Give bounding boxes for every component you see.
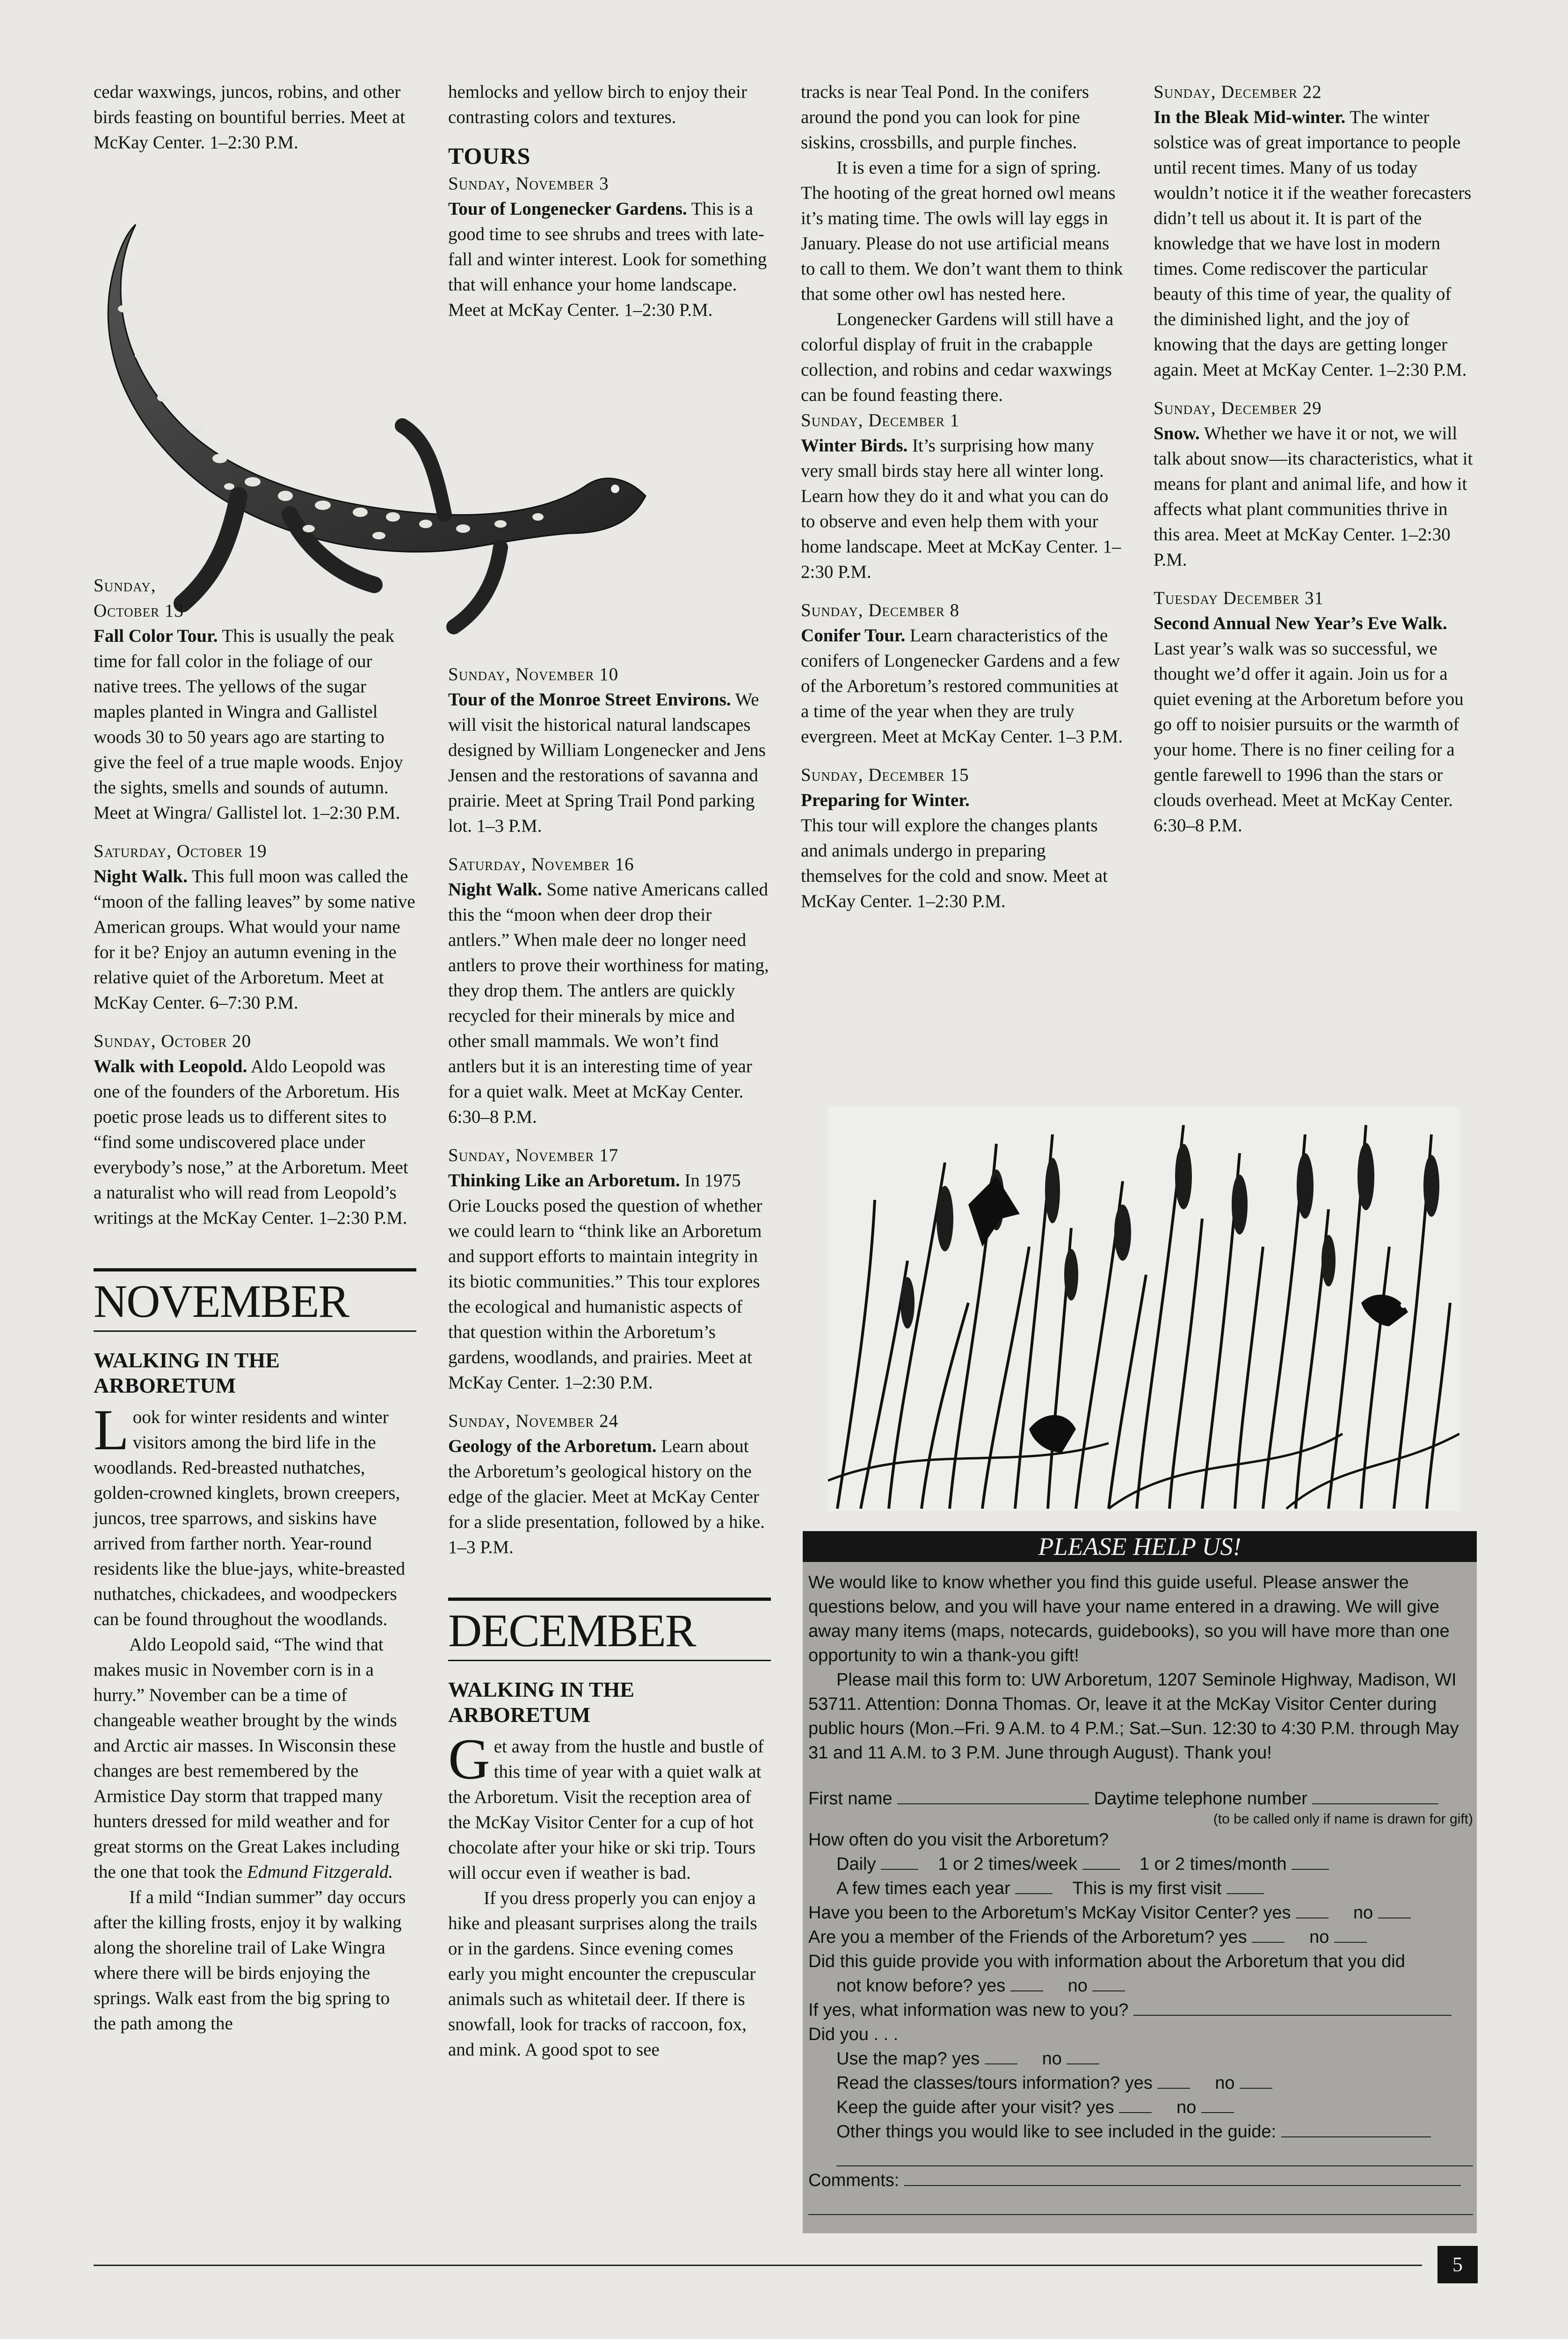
event-title: Second Annual New Year’s Eve Walk. (1154, 613, 1447, 633)
event-text: It’s surprising how many very small birds stay here all winter long. Learn how they do it and what you can do to observe and even help them with your home landscape. Meet at McKay Center. 1–2:30 P.M. (801, 436, 1121, 582)
event-dec-31 (1154, 586, 1476, 838)
keep-no-field[interactable] (1201, 2096, 1234, 2113)
paragraph: It is even a time for a sign of spring. The hooting of the great horned owl means it’s mating time. The owls will lay eggs in January. Please do not use artificial means to call to them. We don’t want them to think that some other owl has nested here. (801, 158, 1123, 304)
classes-no-field[interactable] (1240, 2072, 1272, 2089)
event-day: Sunday, (94, 575, 156, 596)
column-4 (1154, 80, 1476, 851)
event-nov-16 (448, 852, 771, 1130)
december-heading: DECEMBER (448, 1598, 771, 1661)
drop-cap: L (94, 1398, 129, 1462)
form-heading: PLEASE HELP US! (803, 1531, 1477, 1562)
option-year: A few times each year (836, 1879, 1010, 1898)
col1-lead-in: cedar waxwings, juncos, robins, and other birds feasting on bountiful berries. Meet at McKay Center. 1–2:30 P.M. (94, 82, 406, 153)
event-date: Sunday, December 29 (1154, 398, 1322, 418)
week-field[interactable] (1082, 1853, 1120, 1870)
event-text: Some native Americans called this the “moon when deer drop their antlers.” When male deer no longer need antlers to prove their worthiness for mating, they drop them. The antlers are quickly recycled for their minerals by mice and other small mammals. We won’t find antlers but it is an interesting time of year for a quiet walk. Meet at McKay Center. 6:30–8 P.M. (448, 879, 769, 1127)
event-text: The winter solstice was of great importance to people until recent times. Many of us today wouldn’t notice it if the weather forecasters didn’t tell us about it. It is part of the knowledge that we have lost in modern times. Come rediscover the particular beauty of this time of year, the quality of the diminished light, and the joy of knowing that the days are getting longer again. Meet at McKay Center. 1–2:30 P.M. (1154, 107, 1472, 380)
first-visit-field[interactable] (1227, 1877, 1264, 1894)
phone-field[interactable] (1312, 1787, 1438, 1804)
page-number: 5 (1437, 2246, 1478, 2283)
mckay-yes-field[interactable] (1296, 1902, 1328, 1918)
november-heading: NOVEMBER (94, 1268, 416, 1332)
paragraph: et away from the hustle and bustle of this time of year with a quiet walk at the Arboretum. Visit the reception area of the McKay Visitor Center for a cup of hot chocolate after your hike or ski trip. Tours will occur even if weather is bad. (448, 1736, 764, 1883)
option-first-visit: This is my first visit (1072, 1879, 1222, 1898)
event-text: Aldo Leopold was one of the founders of the Arboretum. His poetic prose leads us to different sites to “find some undiscovered place under everybody’s nose,” at the Arboretum. Meet a naturalist who will read from Leopold’s writings at the McKay Center. 1–2:30 P.M. (94, 1056, 408, 1228)
phone-label: Daytime telephone number (1094, 1789, 1307, 1809)
event-date: Sunday, November 3 (448, 174, 609, 194)
friends-no-field[interactable] (1334, 1926, 1367, 1943)
question-keep: Keep the guide after your visit? yes (836, 2098, 1114, 2117)
no-label: no (1309, 1927, 1329, 1947)
month-field[interactable] (1292, 1853, 1329, 1870)
daily-field[interactable] (881, 1853, 918, 1870)
paragraph: Longenecker Gardens will still have a colorful display of fruit in the crabapple collection, and robins and cedar waxwings can be found feasting there. (801, 309, 1114, 405)
event-dec-22 (1154, 80, 1476, 383)
event-text: Whether we have it or not, we will talk about snow—its characteristics, what it means for plant and animal life, and how it affects what plant communities thrive in this area. Meet at McKay Center. 1–2:30 P.M. (1154, 423, 1473, 570)
event-title: Winter Birds. (801, 436, 908, 456)
comments-label: Comments: (808, 2171, 900, 2190)
event-title: Walk with Leopold. (94, 1056, 247, 1076)
column-1-body (94, 573, 416, 2036)
other-field-line[interactable] (836, 2144, 1473, 2166)
question-info: Did this guide provide you with information about the Arboretum that you did (808, 1952, 1405, 1971)
no-label: no (1067, 1976, 1088, 1996)
question-other: Other things you would like to see included in the guide: (836, 2122, 1277, 2142)
column-2-body (448, 662, 771, 2063)
event-nov-17 (448, 1143, 771, 1395)
event-title: Conifer Tour. (801, 625, 906, 646)
event-title: Tour of the Monroe Street Environs. (448, 690, 731, 710)
question-visit-frequency: How often do you visit the Arboretum? (808, 1830, 1109, 1850)
event-date: October 13 (94, 601, 184, 621)
event-date: Sunday, October 20 (94, 1031, 252, 1051)
mckay-no-field[interactable] (1378, 1902, 1411, 1918)
question-did-you: Did you . . . (808, 2025, 899, 2044)
event-text: We will visit the historical natural landscapes designed by William Longenecker and Jens Jensen and the restorations of savanna and prairie. Meet at Spring Trail Pond parking lot. 1–3 P.M. (448, 690, 766, 836)
question-classes: Read the classes/tours information? yes (836, 2073, 1153, 2093)
ship-name: Edmund Fitzgerald. (247, 1862, 393, 1882)
event-date: Sunday, November 10 (448, 664, 619, 684)
form-intro: We would like to know whether you find this guide useful. Please answer the questions below, and you will have your name entered in a drawing. We will give away many items (maps, notecards, guidebooks), so you will have more than one opportunity to win a thank-you gift! (808, 1573, 1450, 1665)
event-title: Thinking Like an Arboretum. (448, 1170, 680, 1191)
tours-heading: TOURS (448, 143, 531, 169)
column-2 (448, 80, 771, 336)
event-text: Learn characteristics of the conifers of Longenecker Gardens and a few of the Arboretum’s restored communities at a time of the year when they are truly evergreen. Meet at McKay Center. 1–3 P.M. (801, 625, 1123, 747)
first-name-field[interactable] (897, 1787, 1089, 1804)
event-title: Fall Color Tour. (94, 626, 218, 646)
event-title: Snow. (1154, 423, 1200, 443)
no-label: no (1176, 2098, 1197, 2117)
paragraph: If a mild “Indian summer” day occurs after the killing frosts, enjoy it by walking along the shoreline trail of Lake Wingra where there will be birds enjoying the springs. Walk east from the big spring to the path among the (94, 1887, 406, 2034)
feedback-form (803, 1531, 1477, 2233)
event-title: Night Walk. (94, 866, 188, 886)
option-month: 1 or 2 times/month (1139, 1854, 1287, 1874)
event-date: Sunday, December 8 (801, 600, 960, 620)
drop-cap: G (448, 1727, 490, 1791)
form-mail-info: Please mail this form to: UW Arboretum, 1207 Seminole Highway, Madison, WI 53711. Attention: Donna Thomas. Or, leave it at the McKay Visitor Center during public hours (Mon.–Fri. 9 A.M. to 4 P.M.; Sat.–Sun. 12:30 to 4:30 P.M. through May 31 and 11 A.M. to 3 P.M. June through August). Thank you! (808, 1670, 1459, 1763)
event-date: Sunday, December 1 (801, 410, 960, 430)
cattail-blackbird-illustration (828, 1106, 1459, 1511)
event-date: Saturday, October 19 (94, 841, 267, 861)
event-nov-24 (448, 1409, 771, 1560)
info-no-field[interactable] (1092, 1975, 1125, 1991)
event-title: In the Bleak Mid-winter. (1154, 107, 1346, 127)
no-label: no (1353, 1903, 1373, 1923)
event-date: Sunday, November 24 (448, 1411, 619, 1431)
event-title: Tour of Longenecker Gardens. (448, 199, 687, 219)
event-title: Night Walk. (448, 879, 542, 900)
map-yes-field[interactable] (985, 2048, 1017, 2064)
col3-lead-in: tracks is near Teal Pond. In the conifers around the pond you can look for pine siskins, crossbills, and purple finches. (801, 82, 1089, 153)
event-text: This tour will explore the changes plants and animals undergo in preparing themselves for the cold and snow. Meet at McKay Center. 1–2:30 P.M. (801, 815, 1108, 911)
keep-yes-field[interactable] (1119, 2096, 1152, 2113)
column-3 (801, 80, 1124, 927)
option-daily: Daily (836, 1854, 876, 1874)
question-friends: Are you a member of the Friends of the Arboretum? yes (808, 1927, 1247, 1947)
no-label: no (1215, 2073, 1235, 2093)
walking-heading: WALKING IN THE ARBORETUM (448, 1678, 634, 1727)
year-field[interactable] (1015, 1877, 1053, 1894)
event-dec-1 (801, 408, 1124, 585)
phone-note: (to be called only if name is drawn for gift) (1213, 1811, 1473, 1827)
paragraph: If you dress properly you can enjoy a hike and pleasant surprises along the trails or in the gardens. Since evening comes early you might encounter the crepuscular animals such as whitetail deer. If there is snowfall, look for tracks of raccoon, fox, and mink. A good spot to see (448, 1888, 757, 2060)
event-text: This is a good time to see shrubs and trees with late-fall and winter interest. Look for something that will enhance your home landscape. Meet at McKay Center. 1–2:30 P.M. (448, 199, 767, 320)
info-yes-field[interactable] (1010, 1975, 1043, 1991)
friends-yes-field[interactable] (1252, 1926, 1285, 1943)
event-oct-13 (94, 573, 416, 826)
event-date: Sunday, December 15 (801, 765, 969, 785)
question-what-new: If yes, what information was new to you? (808, 2000, 1129, 2020)
event-text: This full moon was called the “moon of the falling leaves” by some native American groups. What would your name for it be? Enjoy an autumn evening in the relative quiet of the Arboretum. Meet at McKay Center. 6–7:30 P.M. (94, 866, 415, 1013)
option-week: 1 or 2 times/week (938, 1854, 1078, 1874)
comments-field[interactable] (904, 2169, 1461, 2186)
first-name-label: First name (808, 1789, 893, 1809)
question-map: Use the map? yes (836, 2049, 980, 2069)
event-date: Tuesday December 31 (1154, 588, 1324, 608)
event-date: Sunday, November 17 (448, 1145, 619, 1165)
footer-rule (94, 2265, 1422, 2266)
walking-heading: WALKING IN THE ARBORETUM (94, 1348, 280, 1397)
map-no-field[interactable] (1067, 2048, 1099, 2064)
event-text: This is usually the peak time for fall color in the foliage of our native trees. The yellows of the sugar maples planted in Wingra and Gallistel woods 30 to 50 years ago are starting to give the feel of a true maple woods. Enjoy the sights, smells and sounds of autumn. Meet at Wingra/ Gallistel lot. 1–2:30 P.M. (94, 626, 403, 823)
event-title: Preparing for Winter. (801, 790, 970, 810)
what-new-field[interactable] (1133, 1999, 1452, 2016)
other-field[interactable] (1281, 2121, 1431, 2137)
event-nov-10 (448, 662, 771, 839)
event-dec-15 (801, 763, 1124, 914)
event-text: Last year’s walk was so successful, we thought we’d offer it again. Join us for a quiet evening at the Arboretum before you go off to noisier pursuits or the warmth of your home. There is no finer ceiling for a gentle farewell to 1996 than the stars or clouds overhead. Meet at McKay Center. 6:30–8 P.M. (1154, 639, 1464, 835)
event-oct-19 (94, 839, 416, 1016)
event-text: Learn about the Arboretum’s geological history on the edge of the glacier. Meet at McKay Center for a slide presentation, followed by a hike. 1–3 P.M. (448, 1436, 765, 1557)
paragraph: ook for winter residents and winter visitors among the bird life in the woodlands. Red-breasted nuthatches, golden-crowned kinglets, brown creepers, juncos, tree sparrows, and siskins have arrived from farther north. Year-round residents like the blue-jays, white-breasted nuthatches, chickadees, and woodpeckers can be found throughout the woodlands. (94, 1407, 406, 1629)
col2-lead-in: hemlocks and yellow birch to enjoy their contrasting colors and textures. (448, 82, 748, 127)
event-title: Geology of the Arboretum. (448, 1436, 657, 1456)
event-oct-20 (94, 1029, 416, 1231)
event-text: In 1975 Orie Loucks posed the question of whether we could learn to “think like an Arboretum and support efforts to maintain integrity in its biotic communities.” This tour explores the ecological and humanistic aspects of that question within the Arboretum’s gardens, woodlands, and prairies. Meet at McKay Center. 1–2:30 P.M. (448, 1170, 762, 1393)
comments-field-line[interactable] (808, 2193, 1473, 2215)
event-dec-29 (1154, 396, 1476, 573)
question-info-cont: not know before? yes (836, 1976, 1006, 1996)
event-nov-3 (448, 171, 771, 323)
event-dec-8 (801, 598, 1124, 749)
column-1 (94, 80, 416, 155)
classes-yes-field[interactable] (1157, 2072, 1190, 2089)
event-date: Sunday, December 22 (1154, 82, 1322, 102)
question-mckay: Have you been to the Arboretum’s McKay Visitor Center? yes (808, 1903, 1291, 1923)
no-label: no (1042, 2049, 1062, 2069)
paragraph: Aldo Leopold said, “The wind that makes music in November corn is in a hurry.” November can be a time of changeable weather brought by the winds and Arctic air masses. In Wisconsin these changes are best remembered by the Armistice Day storm that trapped many hunters dressed for mild weather and for great storms on the Great Lakes including the one that took the (94, 1634, 400, 1882)
event-date: Saturday, November 16 (448, 854, 634, 874)
